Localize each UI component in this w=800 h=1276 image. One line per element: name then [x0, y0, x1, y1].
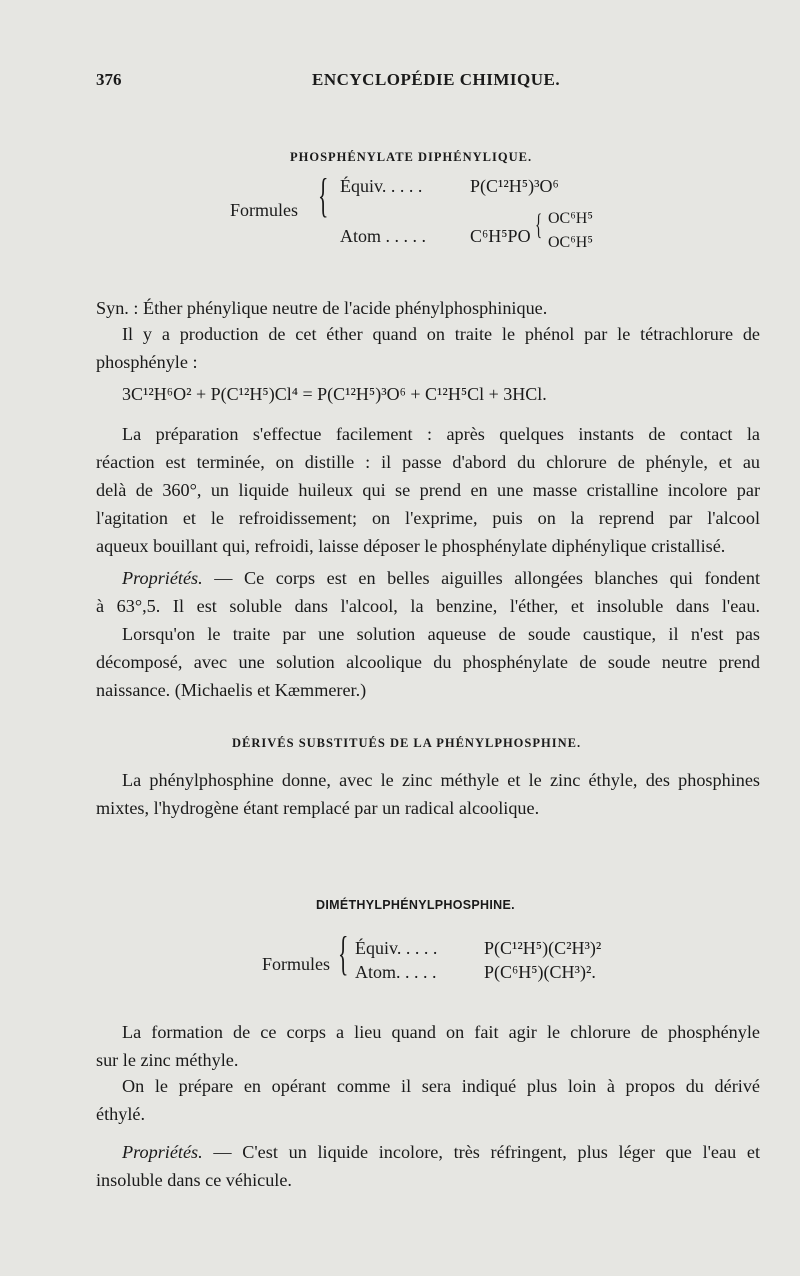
formulas-label: Formules	[230, 200, 299, 220]
properties-line: décomposé, avec une solution alcoolique du phosphénylate de soude neutre prend	[96, 652, 760, 672]
properties-label-2: Propriétés.	[122, 1142, 203, 1162]
atom-formula-group-2: OC⁶H⁵	[548, 234, 593, 251]
small-left-brace-icon: {	[535, 208, 543, 241]
properties-line: Lorsqu'on le traite par une solution aqueuse de soude caustique, il n'est pas	[122, 624, 760, 644]
properties-line-1	[96, 564, 760, 592]
formulas-label-2: Formules	[262, 954, 331, 974]
properties2-line: insoluble dans ce véhicule.	[96, 1170, 292, 1190]
formation-paragraph	[96, 1018, 760, 1074]
left-brace-icon: {	[318, 169, 329, 222]
atom-formula-base: C⁶H⁵PO	[470, 226, 531, 246]
section-title-derives: DÉRIVÉS SUBSTITUÉS DE LA PHÉNYLPHOSPHINE.	[232, 736, 582, 750]
preparation-line: aqueux bouillant qui, refroidi, laisse déposer le phosphénylate diphénylique cristallisé.	[96, 536, 726, 556]
prep-line: éthylé.	[96, 1104, 145, 1124]
atom-label: Atom . . . . .	[340, 226, 427, 246]
formation-line: sur le zinc méthyle.	[96, 1050, 239, 1070]
section-title-dimethylphenylphosphine: DIMÉTHYLPHÉNYLPHOSPHINE.	[316, 898, 515, 912]
equiv-formula: P(C¹²H⁵)³O⁶	[470, 176, 559, 196]
preparation-line: l'agitation et le refroidissement; on l'exprime, puis on la reprend par l'alcool	[96, 508, 760, 528]
equiv-label-2: Équiv. . . . .	[355, 938, 438, 958]
intro-line-2: phosphényle :	[96, 352, 198, 372]
reaction-equation: 3C¹²H⁶O² + P(C¹²H⁵)Cl⁴ = P(C¹²H⁵)³O⁶ + C¹²H⁵Cl + 3HCl.	[122, 384, 547, 404]
equiv-formula-2: P(C¹²H⁵)(C²H³)²	[484, 938, 602, 958]
atom-formula-group-1: OC⁶H⁵	[548, 210, 593, 227]
properties-line: à 63°,5. Il est soluble dans l'alcool, la benzine, l'éther, et insoluble dans l'eau.	[96, 596, 760, 616]
prep-paragraph	[96, 1072, 760, 1128]
properties-line: naissance. (Michaelis et Kæmmerer.)	[96, 680, 367, 700]
preparation-line: delà de 360°, un liquide huileux qui se prend en une masse cristalline incolore par	[96, 480, 760, 500]
prep-line: On le prépare en opérant comme il sera indiqué plus loin à propos du dérivé	[122, 1076, 760, 1096]
derives-paragraph	[96, 766, 760, 822]
properties-label: Propriétés.	[122, 568, 203, 588]
equiv-label: Équiv. . . . .	[340, 176, 423, 196]
preparation-paragraph	[96, 420, 760, 560]
properties-paragraph	[96, 564, 760, 704]
derives-line: La phénylphosphine donne, avec le zinc méthyle et le zinc éthyle, des phosphines	[122, 770, 760, 790]
page-number: 376	[96, 70, 122, 89]
section-title-phosphenylate: PHOSPHÉNYLATE DIPHÉNYLIQUE.	[290, 150, 533, 164]
intro-paragraph	[96, 320, 760, 376]
atom-label-2: Atom. . . . .	[355, 962, 437, 982]
properties2-line-1	[96, 1138, 760, 1166]
synonym-line: Syn. : Éther phénylique neutre de l'acide phénylphosphinique.	[96, 298, 548, 318]
preparation-line: La préparation s'effectue facilement : après quelques instants de contact la	[122, 424, 760, 444]
properties-text: — Ce corps est en belles aiguilles allongées blanches qui fondent	[202, 568, 760, 588]
properties2-text: — C'est un liquide incolore, très réfringent, plus léger que l'eau et	[202, 1142, 760, 1162]
properties-paragraph-2	[96, 1138, 760, 1194]
intro-line-1: Il y a production de cet éther quand on traite le phénol par le tétrachlorure de	[122, 324, 760, 344]
left-brace-icon: {	[338, 927, 349, 980]
running-title: ENCYCLOPÉDIE CHIMIQUE.	[312, 70, 561, 89]
atom-formula-2: P(C⁶H⁵)(CH³)².	[484, 962, 596, 982]
preparation-line: réaction est terminée, on distille : il passe d'abord du chlorure de phényle, et au	[96, 452, 760, 472]
derives-line: mixtes, l'hydrogène étant remplacé par un radical alcoolique.	[96, 798, 540, 818]
formation-line: La formation de ce corps a lieu quand on fait agir le chlorure de phosphényle	[122, 1022, 760, 1042]
